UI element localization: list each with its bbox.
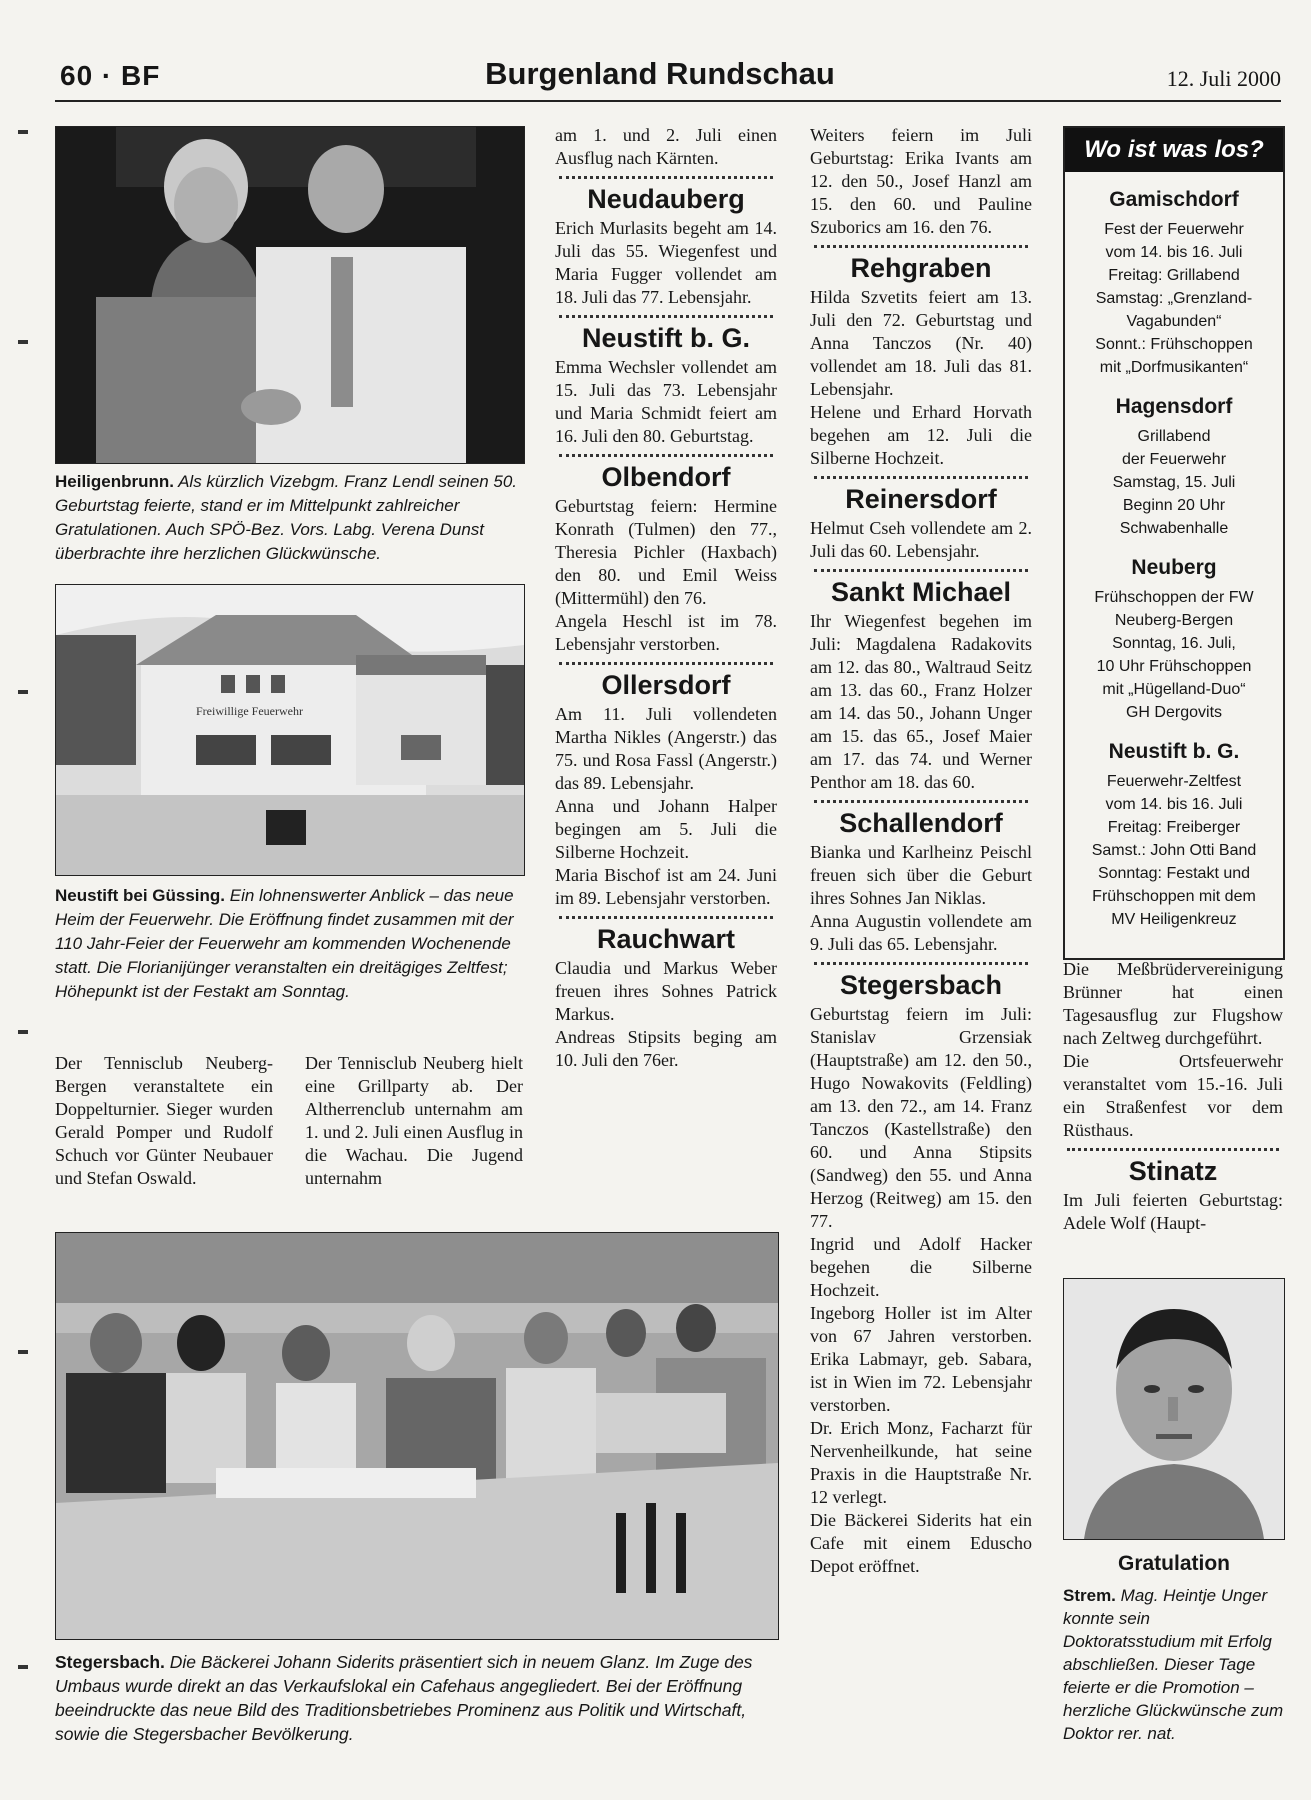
page-number: 60 · BF <box>60 60 161 91</box>
article-text: Der Tennisclub Neuberg-Bergen veranstaltete ein Doppelturnier. Sieger wurden Gerald Pomper und Rudolf Schuch vor Günter Neubauer und Stefan Oswald. <box>55 1053 273 1188</box>
article-text: Weiters feiern im Juli Geburtstag: Erika Ivants am 12. den 50., Josef Hanzl am 15. den 60. und Pauline Szuborics am 16. den 76. <box>810 125 1032 237</box>
heading-rauchwart: Rauchwart <box>596 924 736 954</box>
article-text: Hilda Szvetits feiert am 13. Juli den 72. Geburtstag und Anna Tanczos (Nr. 40) vollendet am 18. Juli das 81. Lebensjahr. <box>810 287 1032 399</box>
photo-baeckerei <box>55 1232 779 1640</box>
event-place: Neuberg <box>1131 556 1217 579</box>
tennis-article-right <box>305 1052 523 1190</box>
event-details: Fest der Feuerwehr vom 14. bis 16. Juli Freitag: Grillabend Samstag: „Grenzland-Vagabunden“ Sonnt.: Frühschoppen mit „Dorfmusikanten“ <box>1095 221 1253 376</box>
article-text: Erich Murlasits begeht am 14. Juli das 55. Wiegenfest und Maria Fugger vollendet am 18. Juli das 77. Lebensjahr. <box>555 218 777 307</box>
article-text: Ingrid und Adolf Hacker begehen die Silberne Hochzeit. <box>810 1234 1032 1300</box>
tennis-article-left <box>55 1052 273 1190</box>
header-rule <box>55 100 1281 102</box>
article-text: Helmut Cseh vollendete am 2. Juli das 60. Lebensjahr. <box>810 518 1032 561</box>
newspaper-title: Burgenland Rundschau <box>485 56 835 91</box>
article-text: Angela Heschl ist im 78. Lebensjahr verstorben. <box>555 611 777 654</box>
article-text: Ingeborg Holler ist im Alter von 67 Jahren verstorben. Erika Labmayr, geb. Sabara, ist in Wien im 72. Lebensjahr verstorben. <box>810 1303 1032 1415</box>
article-text: Anna Augustin vollendete am 9. Juli das 65. Lebensjahr. <box>810 911 1032 954</box>
column-3 <box>810 124 1032 1578</box>
event-details: Grillabend der Feuerwehr Samstag, 15. Juli Beginn 20 Uhr Schwabenhalle <box>1112 428 1236 537</box>
caption-text: Als kürzlich Vizebgm. Franz Lendl seinen 50. Geburtstag feierte, stand er im Mittelpunkt zahlreicher Gratulationen. Auch SPÖ-Bez. Vors. Labg. Verena Dunst überbrachte ihre herzlichen Glückwünsche. <box>55 472 518 563</box>
article-text: am 1. und 2. Juli einen Ausflug nach Kärnten. <box>555 125 777 168</box>
dotted-divider <box>814 476 1028 479</box>
heading-schallendorf: Schallendorf <box>839 808 1003 838</box>
dotted-divider <box>814 569 1028 572</box>
event-place: Gamischdorf <box>1109 188 1239 211</box>
margin-mark <box>18 1350 28 1354</box>
article-text: Anna und Johann Halper begingen am 5. Juli die Silberne Hochzeit. <box>555 796 777 862</box>
article-text: Die Ortsfeuerwehr veranstaltet vom 15.-16. Juli ein Straßenfest vor dem Rüsthaus. <box>1063 1051 1283 1140</box>
dotted-divider <box>559 916 773 919</box>
gratulation-text <box>1063 1584 1285 1745</box>
caption-place: Stegersbach. <box>55 1652 165 1672</box>
article-text: Die Bäckerei Siderits hat ein Cafe mit einem Eduscho Depot eröffnet. <box>810 1510 1032 1576</box>
article-text: Claudia und Markus Weber freuen ihres Sohnes Patrick Markus. <box>555 958 777 1024</box>
dotted-divider <box>559 315 773 318</box>
article-text: Am 11. Juli vollendeten Martha Nikles (Angerstr.) das 75. und Rosa Fassl (Angerstr.) das 89. Lebensjahr. <box>555 704 777 793</box>
heading-reinersdorf: Reinersdorf <box>845 484 997 514</box>
photo-heiligenbrunn <box>55 126 525 464</box>
photo-portrait <box>1063 1278 1285 1540</box>
photo-feuerwehr <box>55 584 525 876</box>
dotted-divider <box>559 662 773 665</box>
article-text: Andreas Stipsits beging am 10. Juli den 76er. <box>555 1027 777 1070</box>
heading-stinatz: Stinatz <box>1128 1156 1218 1186</box>
sidebar-articles <box>1063 958 1283 1235</box>
margin-mark <box>18 690 28 694</box>
article-text: Ihr Wiegenfest begehen im Juli: Magdalena Radakovits am 12. das 80., Waltraud Seitz am 13. das 60., Franz Holzer am 14. das 50., Johann Unger am 15. das 65., Josef Maier am 17. das 74. und Werner Penthor am 18. das 60. <box>810 611 1032 792</box>
gratulation-place: Strem. <box>1063 1586 1116 1605</box>
events-box <box>1063 126 1285 960</box>
margin-mark <box>18 1030 28 1034</box>
caption-heiligenbrunn <box>55 470 525 566</box>
article-text: Maria Bischof ist am 24. Juni im 89. Lebensjahr verstorben. <box>555 865 777 908</box>
issue-date: 12. Juli 2000 <box>1166 66 1281 91</box>
caption-stegersbach <box>55 1650 777 1746</box>
article-text: Helene und Erhard Horvath begehen am 12. Juli die Silberne Hochzeit. <box>810 402 1032 468</box>
event-place: Hagensdorf <box>1115 395 1233 418</box>
heading-sankt-michael: Sankt Michael <box>830 577 1012 607</box>
caption-place: Heiligenbrunn. <box>55 472 174 491</box>
heading-olbendorf: Olbendorf <box>601 462 731 492</box>
dotted-divider <box>814 800 1028 803</box>
caption-neustift <box>55 884 525 1004</box>
margin-mark <box>18 1665 28 1669</box>
caption-text: Ein lohnenswerter Anblick – das neue Heim der Feuerwehr. Die Eröffnung findet zusammen mit der 110 Jahr-Feier der Feuerwehr am kommenden Wochenende statt. Die Florianijünger veranstalten ein dreitägiges Zeltfest; Höhepunkt ist der Festakt am Sonntag. <box>55 886 514 1001</box>
article-text: Die Meßbrüdervereinigung Brünner hat einen Tagesausflug zur Flugshow nach Zeltweg durchgeführt. <box>1063 959 1283 1048</box>
article-text: Bianka und Karlheinz Peischl freuen sich über die Geburt ihres Sohnes Jan Niklas. <box>810 842 1032 908</box>
dotted-divider <box>814 245 1028 248</box>
article-text: Im Juli feierten Geburtstag: Adele Wolf (Haupt- <box>1063 1190 1283 1233</box>
gratulation-heading: Gratulation <box>1117 1552 1230 1575</box>
margin-mark <box>18 340 28 344</box>
column-2 <box>555 124 777 1072</box>
article-text: Der Tennisclub Neuberg hielt eine Grillparty ab. Der Altherrenclub unternahm am 1. und 2. Juli einen Ausflug in die Wachau. Die Jugend unternahm <box>305 1053 523 1188</box>
article-text: Emma Wechsler vollendet am 15. Juli das 73. Lebensjahr und Maria Schmidt feiert am 16. Juli den 80. Geburtstag. <box>555 357 777 446</box>
heading-rehgraben: Rehgraben <box>850 253 992 283</box>
caption-text: Die Bäckerei Johann Siderits präsentiert sich in neuem Glanz. Im Zuge des Umbaus wurde direkt an das Verkaufslokal ein Cafehaus angegliedert. Bei der Eröffnung beeindruckte das neue Bild des Traditionsbetriebes Prominenz aus Politik und Wirtschaft, sowie die Stegersbacher Bevölkerung. <box>55 1652 753 1744</box>
dotted-divider <box>814 962 1028 965</box>
caption-place: Neustift bei Güssing. <box>55 886 226 905</box>
article-text: Dr. Erich Monz, Facharzt für Nervenheilkunde, hat seine Praxis in die Hauptstraße Nr. 12 verlegt. <box>810 1418 1032 1507</box>
heading-neustift: Neustift b. G. <box>582 323 750 353</box>
heading-ollersdorf: Ollersdorf <box>601 670 731 700</box>
heading-stegersbach: Stegersbach <box>839 970 1003 1000</box>
events-box-heading: Wo ist was los? <box>1065 128 1283 172</box>
event-place: Neustift b. G. <box>1108 740 1240 763</box>
article-text: Geburtstag feiern im Juli: Stanislav Grzensiak (Hauptstraße) am 12. den 50., Hugo Nowakovits (Feldling) am 13. den 72., am 14. Franz Tanczos (Kastellstraße) den 60. und Anna Stipsits (Sandweg) den 55. und Anna Herzog (Reitweg) am 15. den 77. <box>810 1004 1032 1231</box>
dotted-divider <box>559 176 773 179</box>
margin-mark <box>18 130 28 134</box>
feuerwehr-sign: Freiwillige Feuerwehr <box>196 704 303 718</box>
heading-neudauberg: Neudauberg <box>587 184 745 214</box>
event-details: Frühschoppen der FW Neuberg-Bergen Sonntag, 16. Juli, 10 Uhr Frühschoppen mit „Hügelland-Duo“ GH Dergovits <box>1094 589 1254 721</box>
dotted-divider <box>1067 1148 1279 1151</box>
article-text: Geburtstag feiern: Hermine Konrath (Tulmen) den 77., Theresia Pichler (Haxbach) den 80. und Emil Weiss (Mittermühl) den 76. <box>555 496 777 608</box>
event-details: Feuerwehr-Zeltfest vom 14. bis 16. Juli Freitag: Freiberger Samst.: John Otti Band Sonntag: Festakt und Frühschoppen mit dem MV Heiligenkreuz <box>1091 773 1257 928</box>
dotted-divider <box>559 454 773 457</box>
gratulation-body: Mag. Heintje Unger konnte sein Doktoratsstudium mit Erfolg abschließen. Dieser Tage feierte er die Promotion – herzliche Glückwünsche zum Doktor rer. nat. <box>1063 1586 1284 1743</box>
